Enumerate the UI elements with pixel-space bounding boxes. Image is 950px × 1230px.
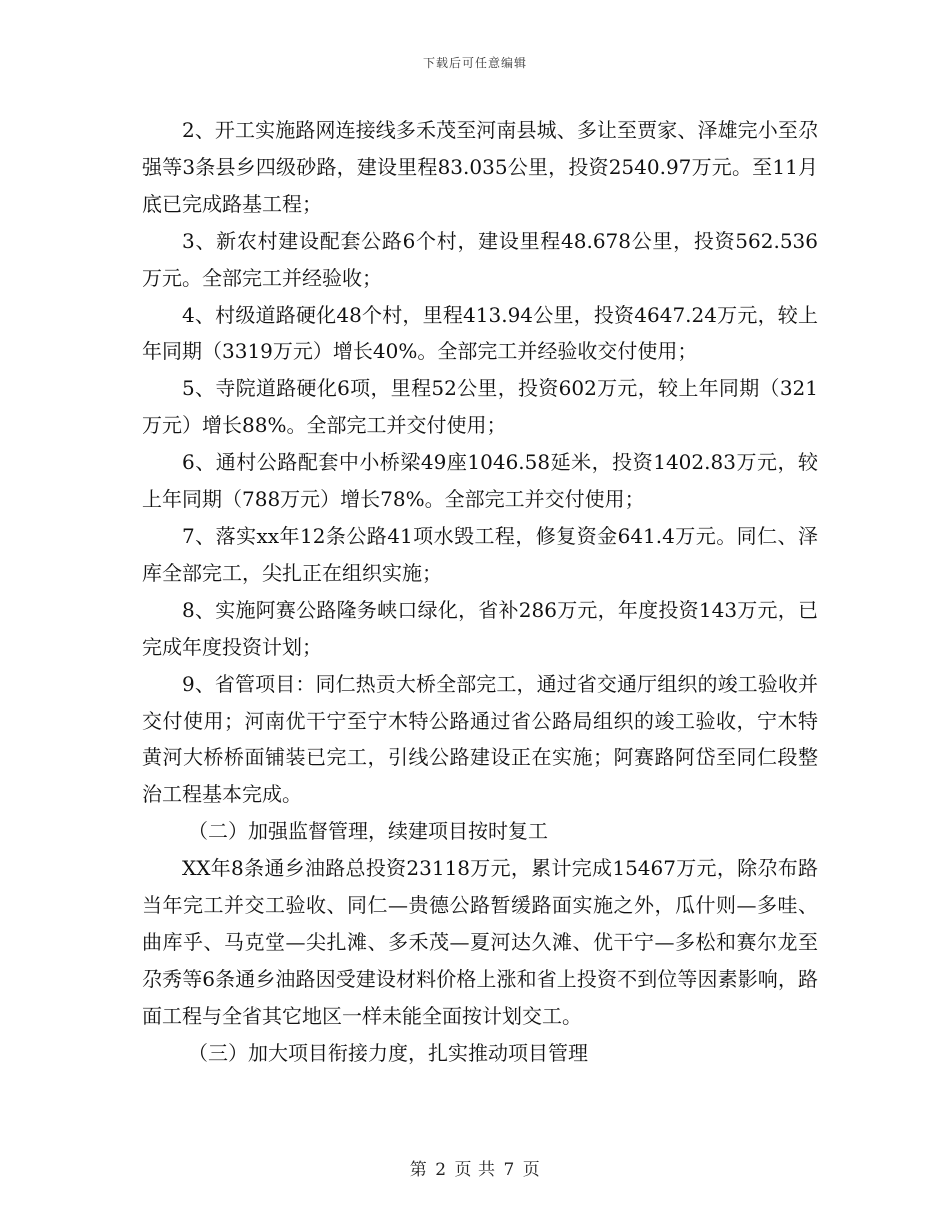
- page-number: 2: [435, 1160, 447, 1180]
- paragraph-item-6: 6、通村公路配套中小桥梁49座1046.58延米，投资1402.83万元，较上年同期（788万元）增长78%。全部完工并交付使用；: [142, 450, 818, 512]
- footer-suffix: 页: [522, 1160, 541, 1180]
- paragraph-item-3: 3、新农村建设配套公路6个村，建设里程48.678公里，投资562.536万元。全部完工并经验收；: [142, 228, 818, 290]
- document-body: [142, 112, 818, 1072]
- paragraph-item-8: 8、实施阿赛公路隆务峡口绿化，省补286万元，年度投资143万元，已完成年度投资计划；: [142, 597, 818, 659]
- page-header: 下载后可任意编辑: [422, 56, 527, 70]
- paragraph-item-4: 4、村级道路硬化48个村，里程413.94公里，投资4647.24万元，较上年同期（3319万元）增长40%。全部完工并经验收交付使用；: [142, 302, 818, 364]
- paragraph-item-2: 2、开工实施路网连接线多禾茂至河南县城、多让至贾家、泽雄完小至尕强等3条县乡四级砂路，建设里程83.035公里，投资2540.97万元。至11月底已完成路基工程；: [142, 118, 818, 216]
- page-total: 7: [503, 1160, 515, 1180]
- section-heading-3: （三）加大项目衔接力度，扎实推动项目管理: [188, 1040, 588, 1065]
- footer-prefix: 第: [409, 1160, 428, 1180]
- paragraph-item-9: 9、省管项目：同仁热贡大桥全部完工，通过省交通厅组织的竣工验收并交付使用；河南优干宁至宁木特公路通过省公路局组织的竣工验收，宁木特黄河大桥桥面铺装已完工，引线公路建设正在实施；阿赛路阿岱至同仁段整治工程基本完成。: [142, 671, 818, 807]
- page-footer: [0, 1155, 950, 1180]
- paragraph-section-2: XX年8条通乡油路总投资23118万元，累计完成15467万元，除尕布路当年完工并交工验收、同仁—贵德公路暂缓路面实施之外，瓜什则—多哇、曲库乎、马克堂—尖扎滩、多禾茂—夏河达久滩、优干宁—多松和赛尔龙至尕秀等6条通乡油路因受建设材料价格上涨和省上投资不到位等因素影响，路面工程与全省其它地区一样未能全面按计划交工。: [142, 856, 818, 1028]
- section-heading-2: （二）加强监督管理，续建项目按时复工: [188, 819, 548, 844]
- footer-middle: 页 共: [454, 1160, 496, 1180]
- paragraph-item-5: 5、寺院道路硬化6项，里程52公里，投资602万元，较上年同期（321万元）增长88%。全部完工并交付使用；: [142, 376, 818, 438]
- paragraph-item-7: 7、落实xx年12条公路41项水毁工程，修复资金641.4万元。同仁、泽库全部完工，尖扎正在组织实施；: [142, 523, 818, 585]
